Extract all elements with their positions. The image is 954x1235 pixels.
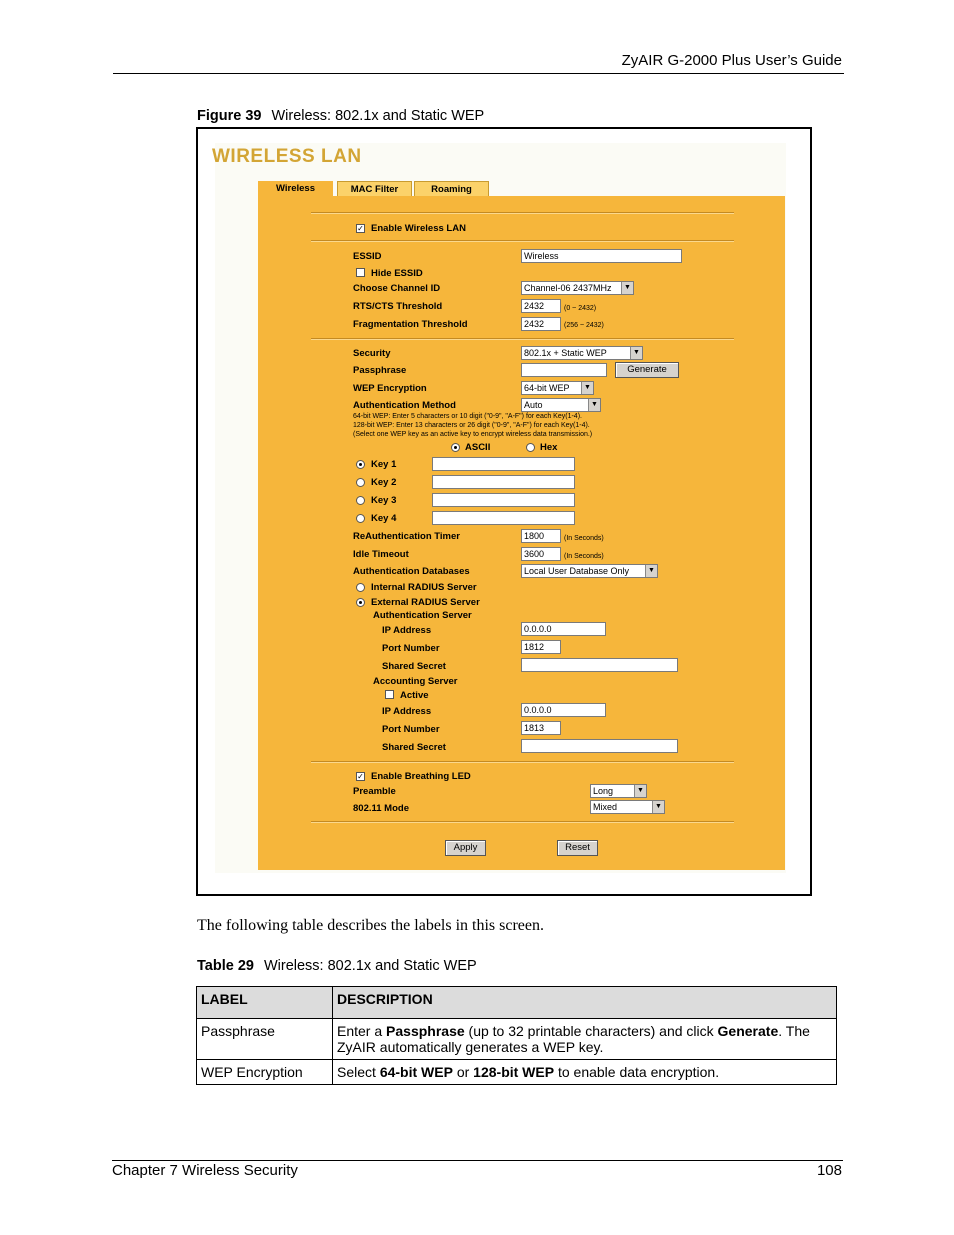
- channel-value: Channel-06 2437MHz: [524, 283, 612, 293]
- table-cell-label: WEP Encryption: [197, 1060, 333, 1085]
- key1-input[interactable]: [432, 457, 575, 471]
- key1-label: Key 1: [371, 459, 397, 470]
- mode-label: 802.11 Mode: [353, 803, 409, 814]
- frag-input[interactable]: 2432: [521, 317, 561, 331]
- auth-port-label: Port Number: [382, 643, 440, 654]
- reauth-unit: (In Seconds): [564, 535, 604, 542]
- acct-secret-label: Shared Secret: [382, 742, 446, 753]
- auth-db-select[interactable]: [521, 564, 658, 578]
- chevron-down-icon: ▼: [588, 399, 600, 411]
- acct-server-heading: Accounting Server: [373, 676, 458, 687]
- auth-db-value: Local User Database Only: [524, 566, 630, 576]
- table-row: [197, 1060, 837, 1085]
- preamble-value: Long: [593, 786, 614, 796]
- desc-bold: Generate: [717, 1023, 779, 1039]
- rts-range: (0 ~ 2432): [564, 305, 597, 312]
- table-row: [197, 1019, 837, 1060]
- body-text: The following table describes the labels in this screen.: [197, 917, 545, 934]
- footer-page-number: 108: [816, 1162, 842, 1179]
- figure-title: Wireless: 802.1x and Static WEP: [271, 108, 485, 124]
- security-label: Security: [353, 348, 391, 359]
- wep-note-64: 64-bit WEP: Enter 5 characters or 10 digit ("0-9", "A-F") for each Key(1-4).: [353, 413, 582, 420]
- key2-input[interactable]: [432, 475, 575, 489]
- desc-text: . The ZyAIR automatically generates a WEP key.: [337, 1023, 810, 1055]
- hex-label: Hex: [540, 442, 558, 453]
- idle-label: Idle Timeout: [353, 549, 409, 560]
- separator: [311, 821, 734, 823]
- chevron-down-icon: ▼: [630, 347, 642, 359]
- idle-input[interactable]: 3600: [521, 547, 561, 561]
- essid-label: ESSID: [353, 251, 382, 262]
- chevron-down-icon: ▼: [581, 382, 593, 394]
- wep-encryption-select[interactable]: [521, 381, 594, 395]
- table-header-row: [197, 987, 837, 1019]
- key1-radio[interactable]: [356, 460, 365, 469]
- security-value: 802.1x + Static WEP: [524, 348, 607, 358]
- mode-value: Mixed: [593, 802, 618, 812]
- rts-input[interactable]: 2432: [521, 299, 561, 313]
- key4-label: Key 4: [371, 513, 397, 524]
- page-header-title: ZyAIR G-2000 Plus User’s Guide: [621, 52, 842, 69]
- key2-label: Key 2: [371, 477, 397, 488]
- desc-bold: Passphrase: [386, 1023, 465, 1039]
- key4-input[interactable]: [432, 511, 575, 525]
- auth-secret-label: Shared Secret: [382, 661, 446, 672]
- hide-essid-label: Hide ESSID: [371, 268, 423, 279]
- table-number: Table 29: [197, 958, 254, 974]
- separator: [311, 761, 734, 763]
- acct-port-input[interactable]: 1813: [521, 721, 561, 735]
- desc-bold: 128-bit WEP: [473, 1064, 555, 1080]
- acct-active-checkbox[interactable]: [385, 690, 394, 699]
- auth-method-value: Auto: [524, 400, 543, 410]
- key3-label: Key 3: [371, 495, 397, 506]
- ascii-label: ASCII: [465, 442, 491, 453]
- tab-mac-filter[interactable]: MAC Filter: [337, 181, 412, 196]
- auth-db-label: Authentication Databases: [353, 566, 470, 577]
- auth-method-label: Authentication Method: [353, 400, 456, 411]
- desc-text: (up to 32 printable characters) and click: [464, 1023, 718, 1039]
- desc-text: or: [452, 1064, 474, 1080]
- passphrase-input[interactable]: [521, 363, 607, 377]
- table-cell-description: [333, 1019, 837, 1060]
- table-cell-description: [333, 1060, 837, 1085]
- generate-button[interactable]: Generate: [615, 362, 679, 378]
- wep-note-128: 128-bit WEP: Enter 13 characters or 26 digit ("0-9", "A-F") for each Key(1-4).: [353, 422, 590, 429]
- channel-label: Choose Channel ID: [353, 283, 441, 294]
- reset-button[interactable]: Reset: [557, 840, 598, 856]
- preamble-select[interactable]: [590, 784, 647, 798]
- breathing-led-label: Enable Breathing LED: [371, 771, 471, 782]
- acct-active-label: Active: [400, 690, 429, 701]
- chevron-down-icon: ▼: [621, 282, 633, 294]
- acct-port-label: Port Number: [382, 724, 440, 735]
- ascii-radio[interactable]: [451, 443, 460, 452]
- enable-wlan-label: Enable Wireless LAN: [371, 223, 466, 234]
- external-radius-label: External RADIUS Server: [371, 597, 480, 608]
- auth-ip-label: IP Address: [382, 625, 432, 636]
- separator: [311, 338, 734, 340]
- mode-select[interactable]: [590, 800, 665, 814]
- chevron-down-icon: ▼: [645, 565, 657, 577]
- essid-input[interactable]: Wireless: [521, 249, 682, 263]
- desc-text: Select: [337, 1064, 380, 1080]
- table-caption: [197, 958, 477, 974]
- key3-radio[interactable]: [356, 496, 365, 505]
- tab-wireless[interactable]: Wireless: [258, 181, 333, 196]
- reauth-label: ReAuthentication Timer: [353, 531, 460, 542]
- auth-method-select[interactable]: [521, 398, 601, 412]
- key3-input[interactable]: [432, 493, 575, 507]
- breathing-led-checkbox[interactable]: ✓: [357, 772, 364, 781]
- channel-select[interactable]: [521, 281, 634, 295]
- frag-range: (256 ~ 2432): [564, 322, 604, 329]
- description-table: [196, 986, 837, 1085]
- external-radius-radio[interactable]: [356, 598, 365, 607]
- separator: [311, 212, 734, 214]
- desc-bold: 64-bit WEP: [379, 1064, 453, 1080]
- internal-radius-radio[interactable]: [356, 583, 365, 592]
- key2-radio[interactable]: [356, 478, 365, 487]
- auth-ip-input[interactable]: 0.0.0.0: [521, 622, 606, 636]
- footer-chapter: Chapter 7 Wireless Security: [112, 1162, 298, 1179]
- figure-number: Figure 39: [197, 108, 262, 124]
- chevron-down-icon: ▼: [652, 801, 664, 813]
- panel-title: WIRELESS LAN: [212, 146, 362, 167]
- auth-port-input[interactable]: 1812: [521, 640, 561, 654]
- footer-rule: [112, 1160, 843, 1161]
- hide-essid-checkbox[interactable]: [356, 268, 365, 277]
- wep-encryption-value: 64-bit WEP: [524, 383, 570, 393]
- frag-label: Fragmentation Threshold: [353, 319, 468, 330]
- chevron-down-icon: ▼: [634, 785, 646, 797]
- auth-secret-input[interactable]: [521, 658, 678, 672]
- reauth-input[interactable]: 1800: [521, 529, 561, 543]
- security-select[interactable]: [521, 346, 643, 360]
- hex-radio[interactable]: [526, 443, 535, 452]
- figure-caption: [197, 108, 484, 124]
- rts-label: RTS/CTS Threshold: [353, 301, 443, 312]
- table-header-description: DESCRIPTION: [333, 987, 837, 1019]
- tab-roaming[interactable]: Roaming: [414, 181, 489, 196]
- desc-text: Enter a: [337, 1023, 387, 1039]
- table-title: Wireless: 802.1x and Static WEP: [263, 958, 477, 974]
- internal-radius-label: Internal RADIUS Server: [371, 582, 477, 593]
- preamble-label: Preamble: [353, 786, 396, 797]
- acct-secret-input[interactable]: [521, 739, 678, 753]
- separator: [311, 240, 734, 242]
- passphrase-label: Passphrase: [353, 365, 407, 376]
- auth-server-heading: Authentication Server: [373, 610, 472, 621]
- desc-text: to enable data encryption.: [554, 1064, 720, 1080]
- acct-ip-input[interactable]: 0.0.0.0: [521, 703, 606, 717]
- wep-encryption-label: WEP Encryption: [353, 383, 427, 394]
- header-rule: [113, 73, 844, 74]
- idle-unit: (In Seconds): [564, 553, 604, 560]
- table-cell-label: Passphrase: [197, 1019, 333, 1060]
- apply-button[interactable]: Apply: [445, 840, 486, 856]
- enable-wlan-checkbox[interactable]: ✓: [357, 224, 364, 233]
- acct-ip-label: IP Address: [382, 706, 432, 717]
- table-header-label: LABEL: [197, 987, 333, 1019]
- key4-radio[interactable]: [356, 514, 365, 523]
- wep-note-select: (Select one WEP key as an active key to encrypt wireless data transmission.): [353, 431, 593, 438]
